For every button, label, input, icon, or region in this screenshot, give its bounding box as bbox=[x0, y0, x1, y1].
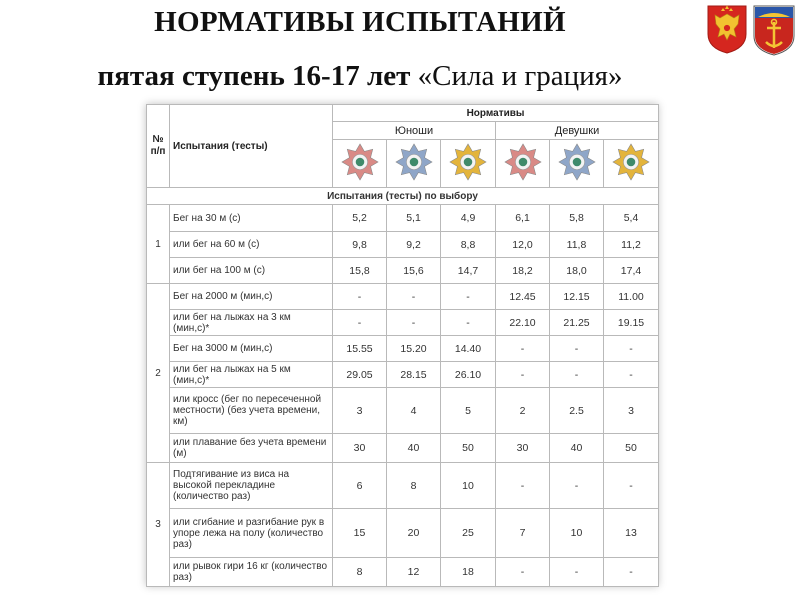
norm-value: 12,0 bbox=[496, 232, 550, 258]
norm-value: - bbox=[496, 362, 550, 388]
test-name: или рывок гири 16 кг (количество раз) bbox=[170, 558, 333, 587]
norm-value: 18 bbox=[441, 558, 496, 587]
norm-value: 9,2 bbox=[387, 232, 441, 258]
test-name: или бег на 60 м (с) bbox=[170, 232, 333, 258]
norm-value: 6 bbox=[333, 463, 387, 509]
table-row bbox=[147, 232, 659, 258]
norm-value: - bbox=[441, 310, 496, 336]
norm-value: 18,2 bbox=[496, 258, 550, 284]
gto-badge-icon bbox=[558, 143, 596, 181]
test-name: или плавание без учета времени (м) bbox=[170, 434, 333, 463]
norm-value: 12 bbox=[387, 558, 441, 587]
gto-badge-icon bbox=[395, 143, 433, 181]
test-name: Бег на 2000 м (мин,с) bbox=[170, 284, 333, 310]
page-title: НОРМАТИВЫ ИСПЫТАНИЙ bbox=[154, 6, 566, 38]
test-name: Бег на 30 м (с) bbox=[170, 205, 333, 232]
table-row bbox=[147, 258, 659, 284]
test-name: или бег на лыжах на 3 км (мин,с)* bbox=[170, 310, 333, 336]
norm-value: 13 bbox=[604, 509, 659, 558]
norm-value: - bbox=[333, 284, 387, 310]
norm-value: 50 bbox=[441, 434, 496, 463]
norm-value: - bbox=[550, 558, 604, 587]
header-boys: Юноши bbox=[333, 122, 496, 140]
table-row bbox=[147, 558, 659, 587]
norm-value: 30 bbox=[333, 434, 387, 463]
norm-value: - bbox=[441, 284, 496, 310]
norm-value: 5 bbox=[441, 388, 496, 434]
norm-value: 50 bbox=[604, 434, 659, 463]
table-row bbox=[147, 336, 659, 362]
table-row bbox=[147, 284, 659, 310]
norm-value: 15.55 bbox=[333, 336, 387, 362]
norm-value: 14,7 bbox=[441, 258, 496, 284]
gto-badge-cell bbox=[604, 140, 659, 188]
region-coat-of-arms-icon bbox=[752, 4, 796, 56]
norm-value: 2 bbox=[496, 388, 550, 434]
test-name: или бег на лыжах на 5 км (мин,с)* bbox=[170, 362, 333, 388]
norm-value: 11.00 bbox=[604, 284, 659, 310]
norm-value: 2.5 bbox=[550, 388, 604, 434]
norm-value: 10 bbox=[550, 509, 604, 558]
norm-value: 22.10 bbox=[496, 310, 550, 336]
norm-value: - bbox=[496, 463, 550, 509]
norm-value: - bbox=[604, 558, 659, 587]
gto-badge-icon bbox=[612, 143, 650, 181]
norm-value: 11,8 bbox=[550, 232, 604, 258]
table-row bbox=[147, 434, 659, 463]
norm-value: 12.15 bbox=[550, 284, 604, 310]
norm-value: - bbox=[333, 310, 387, 336]
norm-value: 17,4 bbox=[604, 258, 659, 284]
page-subtitle bbox=[0, 60, 720, 93]
table-row bbox=[147, 509, 659, 558]
gto-badge-icon bbox=[449, 143, 487, 181]
norm-value: 18,0 bbox=[550, 258, 604, 284]
group-index: 2 bbox=[147, 284, 170, 463]
norm-value: 6,1 bbox=[496, 205, 550, 232]
gto-badge-cell bbox=[387, 140, 441, 188]
table-row bbox=[147, 388, 659, 434]
norm-value: 3 bbox=[333, 388, 387, 434]
norm-value: 12.45 bbox=[496, 284, 550, 310]
header-tests: Испытания (тесты) bbox=[170, 105, 333, 188]
norm-value: - bbox=[496, 336, 550, 362]
table-row bbox=[147, 362, 659, 388]
norm-value: - bbox=[550, 463, 604, 509]
norm-value: - bbox=[604, 362, 659, 388]
norm-value: - bbox=[604, 463, 659, 509]
test-name: или кросс (бег по пересеченной местности) (без учета времени, км) bbox=[170, 388, 333, 434]
norm-value: 40 bbox=[550, 434, 604, 463]
norm-value: 21.25 bbox=[550, 310, 604, 336]
norm-value: - bbox=[550, 336, 604, 362]
norm-value: 7 bbox=[496, 509, 550, 558]
table-row bbox=[147, 310, 659, 336]
norm-value: 3 bbox=[604, 388, 659, 434]
norm-value: 14.40 bbox=[441, 336, 496, 362]
test-name: или бег на 100 м (с) bbox=[170, 258, 333, 284]
header-norms: Нормативы bbox=[333, 105, 659, 122]
norm-value: - bbox=[550, 362, 604, 388]
norm-value: 8,8 bbox=[441, 232, 496, 258]
norm-value: 28.15 bbox=[387, 362, 441, 388]
subtitle-bold: пятая ступень 16-17 лет bbox=[97, 60, 411, 92]
norms-table-container bbox=[146, 104, 658, 586]
norm-value: 26.10 bbox=[441, 362, 496, 388]
table-row bbox=[147, 463, 659, 509]
norm-value: - bbox=[387, 310, 441, 336]
section-optional: Испытания (тесты) по выбору bbox=[147, 188, 659, 205]
norm-value: 5,1 bbox=[387, 205, 441, 232]
norm-value: 10 bbox=[441, 463, 496, 509]
norm-value: 5,2 bbox=[333, 205, 387, 232]
norm-value: - bbox=[604, 336, 659, 362]
test-name: Бег на 3000 м (мин,с) bbox=[170, 336, 333, 362]
gto-badge-cell bbox=[333, 140, 387, 188]
norm-value: 20 bbox=[387, 509, 441, 558]
gto-badge-cell bbox=[550, 140, 604, 188]
norm-value: 19.15 bbox=[604, 310, 659, 336]
norm-value: - bbox=[387, 284, 441, 310]
russia-coat-of-arms-icon bbox=[706, 4, 748, 54]
norm-value: 15,6 bbox=[387, 258, 441, 284]
test-name: Подтягивание из виса на высокой перекладине (количество раз) bbox=[170, 463, 333, 509]
norms-table bbox=[146, 104, 659, 587]
gto-badge-cell bbox=[496, 140, 550, 188]
subtitle-rest: «Сила и грация» bbox=[410, 60, 623, 92]
norm-value: 9,8 bbox=[333, 232, 387, 258]
norm-value: 29.05 bbox=[333, 362, 387, 388]
group-index: 3 bbox=[147, 463, 170, 587]
norm-value: 40 bbox=[387, 434, 441, 463]
norm-value: 8 bbox=[333, 558, 387, 587]
gto-badge-icon bbox=[504, 143, 542, 181]
norm-value: 11,2 bbox=[604, 232, 659, 258]
norm-value: - bbox=[496, 558, 550, 587]
norm-value: 5,4 bbox=[604, 205, 659, 232]
norm-value: 5,8 bbox=[550, 205, 604, 232]
header-girls: Девушки bbox=[496, 122, 659, 140]
norm-value: 4,9 bbox=[441, 205, 496, 232]
norm-value: 15,8 bbox=[333, 258, 387, 284]
norm-value: 15 bbox=[333, 509, 387, 558]
norm-value: 25 bbox=[441, 509, 496, 558]
norm-value: 4 bbox=[387, 388, 441, 434]
norm-value: 30 bbox=[496, 434, 550, 463]
norm-value: 15.20 bbox=[387, 336, 441, 362]
table-row bbox=[147, 205, 659, 232]
group-index: 1 bbox=[147, 205, 170, 284]
gto-badge-cell bbox=[441, 140, 496, 188]
norm-value: 8 bbox=[387, 463, 441, 509]
test-name: или сгибание и разгибание рук в упоре лежа на полу (количество раз) bbox=[170, 509, 333, 558]
header-number: № п/п bbox=[147, 105, 170, 188]
gto-badge-icon bbox=[341, 143, 379, 181]
